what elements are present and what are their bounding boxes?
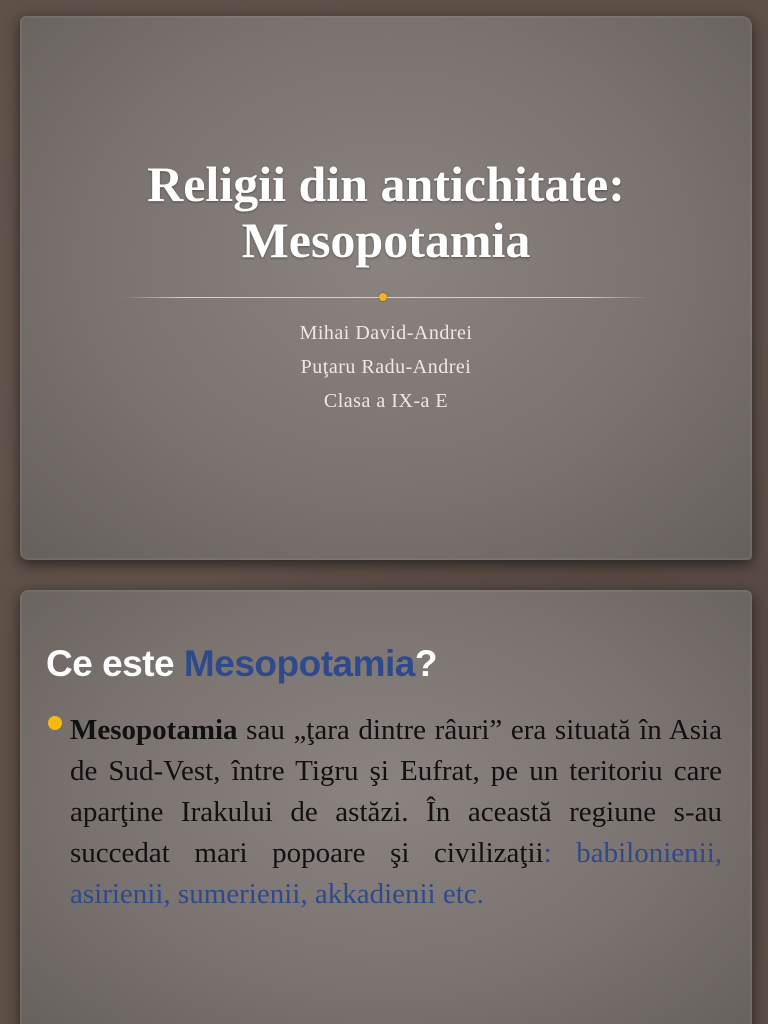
bullet-text: sau „ţara dintre râuri” era situată în Asia de Sud-Vest, între Tigru şi Eufrat, pe un teritoriu care aparţine Irakului de astăzi. În această regiune s-au succedat mari popoare şi civilizaţii — [70, 714, 722, 869]
authors-block — [20, 316, 752, 418]
title-slide — [20, 16, 752, 560]
author-1: Mihai David-Andrei — [299, 322, 473, 344]
bullet-paragraph — [70, 710, 722, 915]
class-label: Clasa a IX-a E — [323, 390, 449, 412]
slide-title — [20, 156, 752, 268]
author-2: Puţaru Radu-Andrei — [300, 356, 472, 378]
heading-suffix: ? — [414, 643, 437, 684]
title-line-2: Mesopotamia — [241, 212, 531, 268]
content-slide — [20, 590, 752, 1024]
title-line-1: Religii din antichitate: — [147, 156, 625, 212]
bullet-highlight: : babilonienii, asirienii, sumerienii, akkadienii etc. — [70, 837, 722, 910]
slide-heading — [46, 640, 437, 688]
bullet-dot-icon — [48, 716, 62, 730]
divider-dot-icon — [379, 293, 387, 301]
heading-accent: Mesopotamia — [183, 643, 415, 684]
heading-prefix: Ce este — [46, 643, 184, 684]
bullet-bold-term: Mesopotamia — [70, 714, 238, 746]
